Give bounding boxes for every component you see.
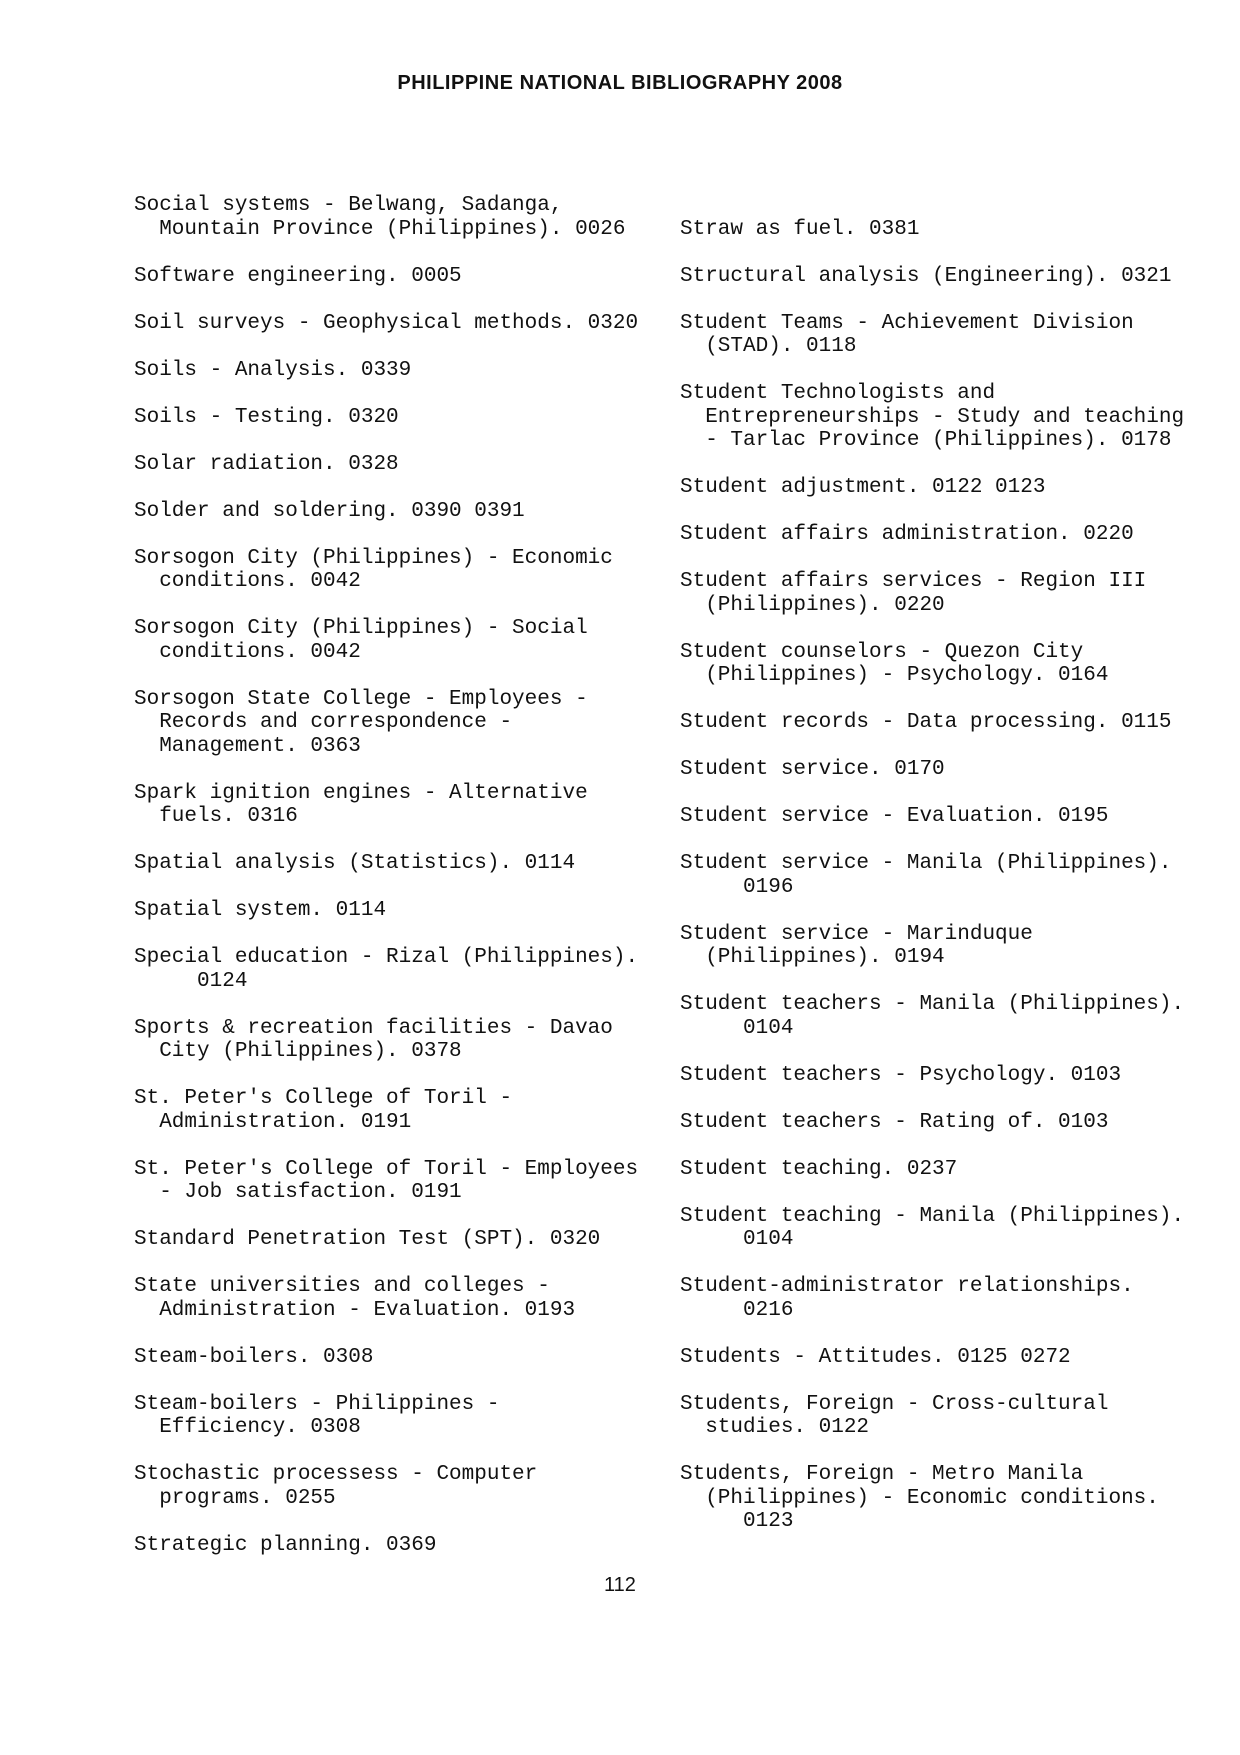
index-entry: State universities and colleges - Administration - Evaluation. 0193	[134, 1275, 576, 1322]
index-entry: Soils - Testing. 0320	[134, 405, 399, 429]
index-entry: St. Peter's College of Toril - Administration. 0191	[134, 1087, 513, 1134]
index-entry: Sorsogon City (Philippines) - Social conditions. 0042	[134, 617, 588, 664]
index-entry: Sorsogon State College - Employees - Records and correspondence - Management. 0363	[134, 687, 588, 758]
index-entry: Student service - Manila (Philippines). 0196	[680, 852, 1172, 899]
index-entry: Student Technologists and Entrepreneurships - Study and teaching - Tarlac Province (Philippines). 0178	[680, 382, 1185, 452]
index-entry: Student service - Evaluation. 0195	[680, 805, 1109, 828]
index-entry: Student affairs services - Region III (Philippines). 0220	[680, 570, 1147, 617]
index-entry: Student records - Data processing. 0115	[680, 711, 1172, 734]
index-entry: Social systems - Belwang, Sadanga, Mountain Province (Philippines). 0026	[134, 194, 626, 241]
index-entry: Soil surveys - Geophysical methods. 0320	[134, 311, 639, 335]
index-entry: Student Teams - Achievement Division (STAD). 0118	[680, 311, 1134, 358]
index-column-right	[680, 194, 1200, 1557]
index-entry: Software engineering. 0005	[134, 264, 462, 288]
index-entry: Spatial analysis (Statistics). 0114	[134, 852, 576, 875]
index-entry: Students, Foreign - Metro Manila (Philippines) - Economic conditions. 0123	[680, 1463, 1159, 1533]
index-entry: Spark ignition engines - Alternative fuels. 0316	[134, 781, 588, 828]
index-column-left	[134, 194, 644, 1581]
index-entry: Structural analysis (Engineering). 0321	[680, 264, 1172, 288]
index-entry: Student service. 0170	[680, 758, 945, 781]
index-entry: Student-administrator relationships. 0216	[680, 1275, 1134, 1322]
index-entry: Steam-boilers - Philippines - Efficiency. 0308	[134, 1392, 500, 1439]
index-entry: Student service - Marinduque (Philippines). 0194	[680, 922, 1033, 969]
index-entry: Student teaching. 0237	[680, 1157, 958, 1181]
index-entry: Steam-boilers. 0308	[134, 1345, 374, 1369]
index-entry: Solar radiation. 0328	[134, 452, 399, 476]
index-entry: Strategic planning. 0369	[134, 1533, 437, 1557]
index-entry: Students, Foreign - Cross-cultural studies. 0122	[680, 1392, 1109, 1439]
index-entry: Soils - Analysis. 0339	[134, 358, 412, 382]
index-entry: Student teachers - Rating of. 0103	[680, 1110, 1109, 1134]
index-entry: Student counselors - Quezon City (Philippines) - Psychology. 0164	[680, 640, 1109, 687]
index-entry: Sports & recreation facilities - Davao City (Philippines). 0378	[134, 1016, 613, 1063]
index-entry: Students - Attitudes. 0125 0272	[680, 1345, 1071, 1369]
index-entry: Student teachers - Psychology. 0103	[680, 1063, 1122, 1087]
index-entry: Solder and soldering. 0390 0391	[134, 499, 525, 523]
index-entry: Standard Penetration Test (SPT). 0320	[134, 1228, 601, 1251]
index-entry: Student teachers - Manila (Philippines). 0104	[680, 993, 1185, 1040]
index-entry: Straw as fuel. 0381	[680, 217, 920, 241]
index-entry: Student adjustment. 0122 0123	[680, 476, 1046, 499]
page-title: PHILIPPINE NATIONAL BIBLIOGRAPHY 2008	[397, 72, 843, 94]
index-entry: Stochastic processess - Computer programs. 0255	[134, 1463, 538, 1510]
index-entry: Student teaching - Manila (Philippines). 0104	[680, 1204, 1185, 1251]
index-entry: Sorsogon City (Philippines) - Economic conditions. 0042	[134, 546, 613, 593]
index-entry: St. Peter's College of Toril - Employees - Job satisfaction. 0191	[134, 1157, 639, 1204]
index-entry: Spatial system. 0114	[134, 899, 387, 922]
index-entry: Student affairs administration. 0220	[680, 523, 1134, 546]
page-number: 112	[604, 1574, 636, 1596]
index-entry: Special education - Rizal (Philippines). 0124	[134, 946, 639, 993]
